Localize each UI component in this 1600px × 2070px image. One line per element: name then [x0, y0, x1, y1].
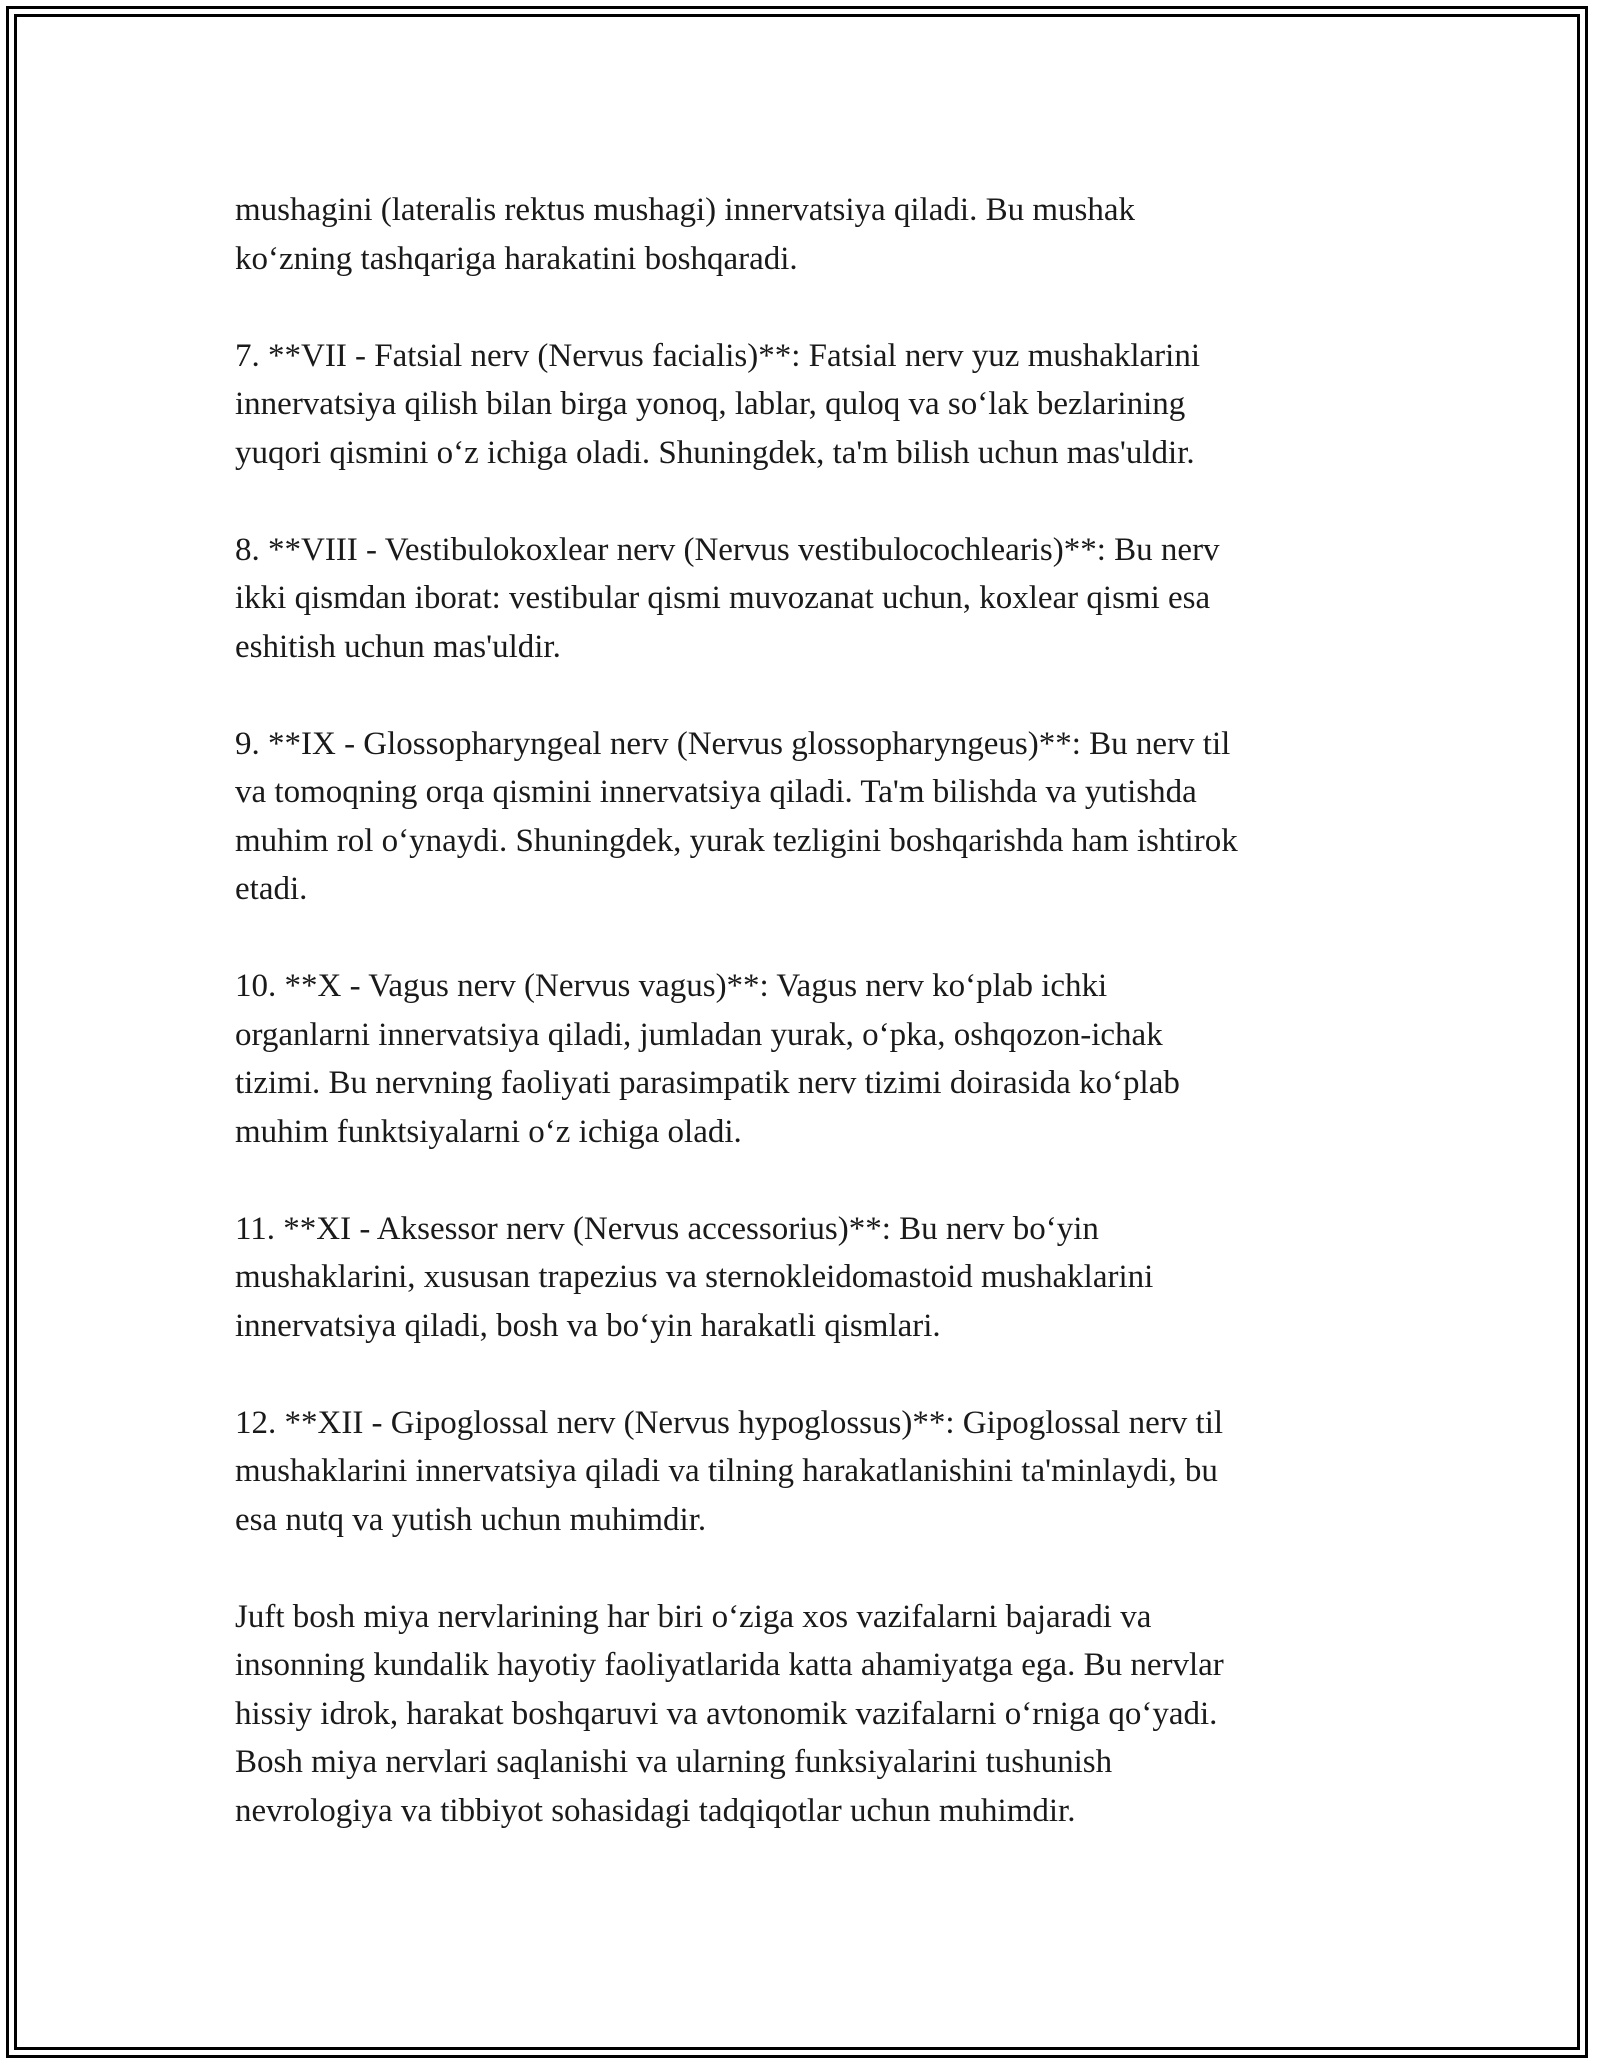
text-line: etadi. [235, 871, 308, 907]
text-line: eshitish uchun mas'uldir. [235, 628, 561, 665]
text-line: 7. **VII - Fatsial nerv (Nervus facialis)**: Fatsial nerv yuz mushaklarini [235, 337, 1200, 374]
text-line: ikki qismdan iborat: vestibular qismi muvozanat uchun, koxlear qismi esa [235, 580, 1211, 616]
text-line: va tomoqning orqa qismini innervatsiya qiladi. Ta'm bilishda va yutishda [235, 774, 1197, 810]
text-line: mushaklarini, xususan trapezius va sternokleidomastoid mushaklarini [235, 1259, 1154, 1295]
text-line: nevrologiya va tibbiyot sohasidagi tadqiqotlar uchun muhimdir. [235, 1792, 1076, 1829]
text-line: yuqori qismini o‘z ichiga oladi. Shuningdek, ta'm bilish uchun mas'uldir. [235, 434, 1195, 471]
text-line: mushagini (lateralis rektus mushagi) innervatsiya qiladi. Bu mushak [235, 192, 1135, 228]
para-nerve-8-vestibulocochlear [235, 526, 1365, 672]
text-line: Bosh miya nervlari saqlanishi va ularning funksiyalarini tushunish [235, 1744, 1113, 1780]
text-line: 10. **X - Vagus nerv (Nervus vagus)**: Vagus nerv ko‘plab ichki [235, 968, 1108, 1004]
para-nerve-9-glossopharyngeal [235, 720, 1365, 914]
text-line: innervatsiya qiladi, bosh va bo‘yin harakatli qismlari. [235, 1307, 941, 1344]
text-line: muhim funktsiyalarni o‘z ichiga oladi. [235, 1113, 742, 1150]
text-line: insonning kundalik hayotiy faoliyatlarida katta ahamiyatga ega. Bu nervlar [235, 1647, 1224, 1683]
para-nerve-7-facial [235, 332, 1365, 478]
text-line: 8. **VIII - Vestibulokoxlear nerv (Nervus vestibulocochlearis)**: Bu nerv [235, 531, 1220, 568]
text-line: Juft bosh miya nervlarining har biri o‘ziga xos vazifalarni bajaradi va [235, 1598, 1152, 1635]
text-line: esa nutq va yutish uchun muhimdir. [235, 1501, 707, 1538]
para-conclusion [235, 1593, 1365, 1836]
text-line: muhim rol o‘ynaydi. Shuningdek, yurak tezligini boshqarishda ham ishtirok [235, 822, 1238, 859]
para-nerve-12-hypoglossal [235, 1399, 1365, 1545]
text-line: innervatsiya qilish bilan birga yonoq, lablar, quloq va so‘lak bezlarining [235, 386, 1186, 422]
para-continuation-abducens [235, 186, 1365, 283]
para-nerve-11-accessory [235, 1205, 1365, 1351]
para-nerve-10-vagus [235, 962, 1365, 1156]
text-line: 9. **IX - Glossopharyngeal nerv (Nervus glossopharyngeus)**: Bu nerv til [235, 725, 1231, 762]
text-line: ko‘zning tashqariga harakatini boshqaradi. [235, 240, 798, 277]
text-line: organlarni innervatsiya qiladi, jumladan yurak, o‘pka, oshqozon-ichak [235, 1016, 1163, 1053]
text-line: 12. **XII - Gipoglossal nerv (Nervus hypoglossus)**: Gipoglossal nerv til [235, 1404, 1224, 1441]
text-line: hissiy idrok, harakat boshqaruvi va avtonomik vazifalarni o‘rniga qo‘yadi. [235, 1695, 1218, 1732]
text-line: tizimi. Bu nervning faoliyati parasimpatik nerv tizimi doirasida ko‘plab [235, 1065, 1180, 1101]
text-line: 11. **XI - Aksessor nerv (Nervus accessorius)**: Bu nerv bo‘yin [235, 1210, 1099, 1247]
text-line: mushaklarini innervatsiya qiladi va tilning harakatlanishini ta'minlaydi, bu [235, 1453, 1218, 1489]
document-body [235, 186, 1365, 1884]
